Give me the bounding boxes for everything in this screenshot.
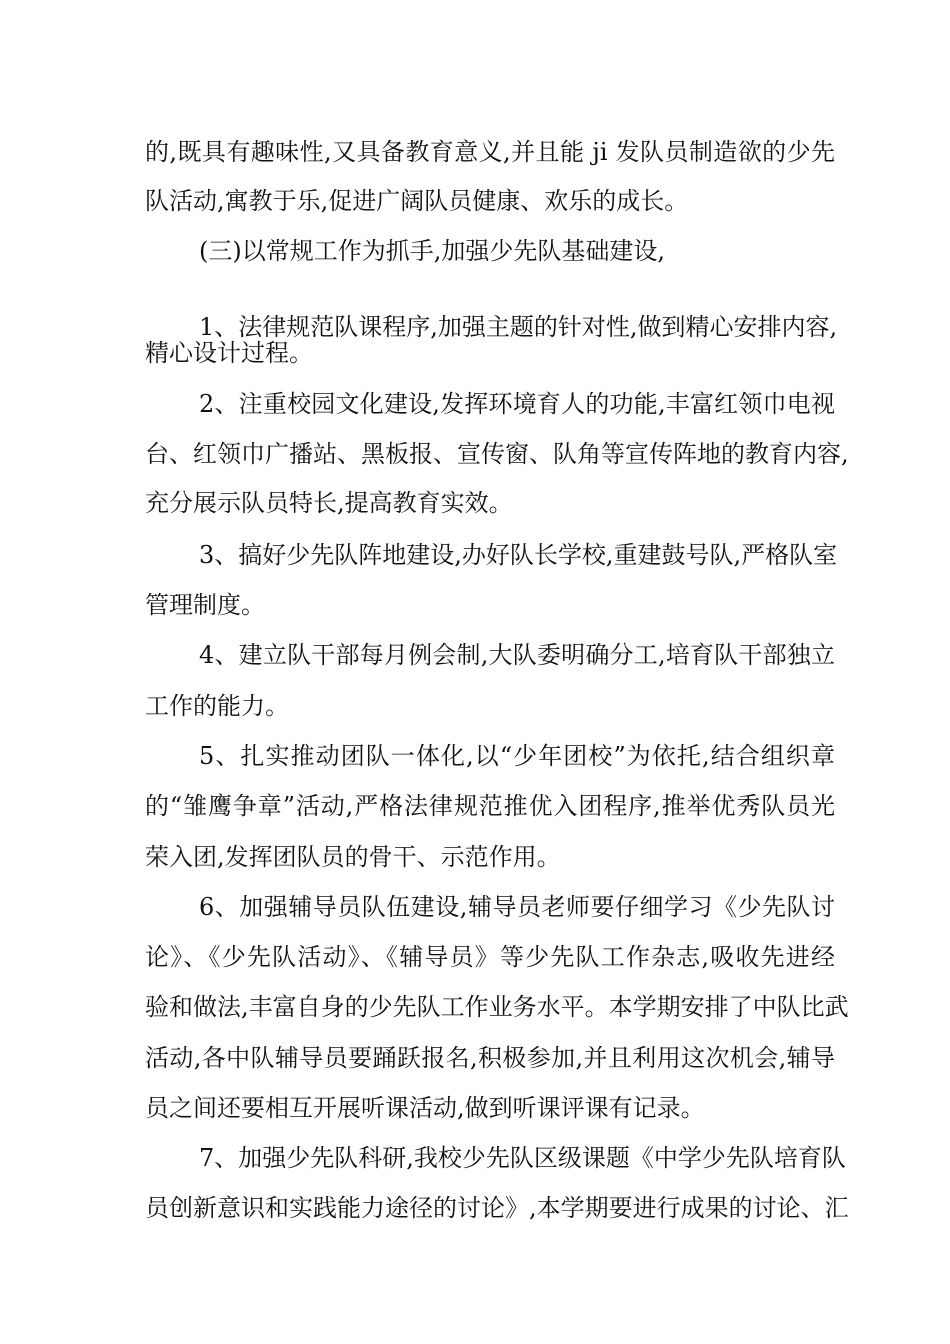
text-line: 2、注重校园文化建设,发挥环境育人的功能,丰富红领巾电视	[199, 390, 835, 418]
text-line: 荣入团,发挥团队员的骨干、示范作用。	[145, 843, 561, 871]
text-line: 7、加强少先队科研,我校少先队区级课题《中学少先队培育队	[199, 1144, 846, 1172]
text-line: 3、搞好少先队阵地建设,办好队长学校,重建鼓号队,严格队室	[199, 541, 838, 569]
text-line: 5、扎实推动团队一体化,以“少年团校”为依托,结合组织章	[199, 742, 835, 770]
section-heading: (三)以常规工作为抓手,加强少先队基础建设,	[199, 237, 665, 265]
text-line: 工作的能力。	[145, 692, 289, 720]
text-line: 精心设计过程。	[145, 339, 313, 367]
text-line: 充分展示队员特长,提高教育实效。	[145, 489, 513, 517]
text-line: 员之间还要相互开展听课活动,做到听课评课有记录。	[145, 1094, 705, 1122]
text-line: 的,既具有趣味性,又具备教育意义,并且能 ji 发队员制造欲的少先	[145, 138, 835, 166]
text-line: 论》、《少先队活动》、《辅导员》等少先队工作杂志,吸收先进经	[145, 943, 835, 971]
text-line: 活动,各中队辅导员要踊跃报名,积极参加,并且利用这次机会,辅导	[145, 1044, 835, 1072]
text-line: 1、法律规范队课程序,加强主题的针对性,做到精心安排内容,	[199, 313, 838, 341]
text-line: 验和做法,丰富自身的少先队工作业务水平。本学期安排了中队比武	[145, 993, 849, 1021]
text-line: 6、加强辅导员队伍建设,辅导员老师要仔细学习《少先队讨	[199, 893, 835, 921]
text-line: 的“雏鹰争章”活动,严格法律规范推优入团程序,推举优秀队员光	[145, 792, 835, 820]
text-line: 管理制度。	[145, 591, 265, 619]
text-line: 员创新意识和实践能力途径的讨论》,本学期要进行成果的讨论、汇	[145, 1194, 849, 1222]
text-line: 台、红领巾广播站、黑板报、宣传窗、队角等宣传阵地的教育内容,	[145, 440, 849, 468]
text-line: 队活动,寓教于乐,促进广阔队员健康、欢乐的成长。	[145, 187, 689, 215]
text-line: 4、建立队干部每月例会制,大队委明确分工,培育队干部独立	[199, 641, 835, 669]
